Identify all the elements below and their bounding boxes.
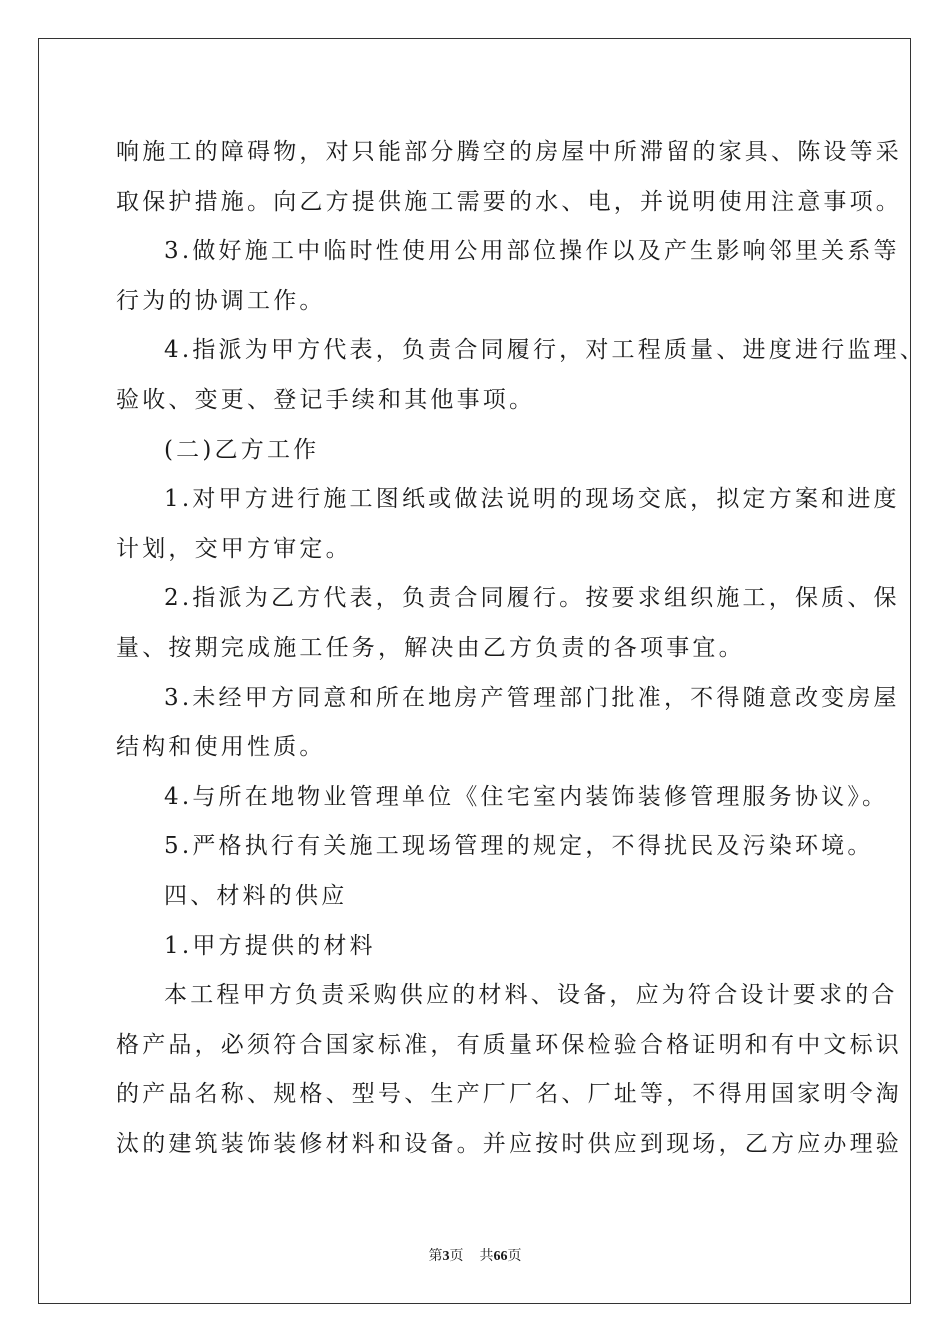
text-line: 验收、变更、登记手续和其他事项。 [116,386,536,413]
text-line: 的产品名称、规格、型号、生产厂厂名、厂址等，不得用国家明令淘 [116,1081,902,1108]
total-suffix: 页 [507,1249,522,1264]
text-line: 量、按期完成施工任务，解决由乙方负责的各项事宜。 [116,634,745,661]
text-line: 3.做好施工中临时性使用公用部位操作以及产生影响邻里关系等 [164,238,900,265]
page-number: 3 [442,1249,450,1264]
text-line: 4.与所在地物业管理单位《住宅室内装饰装修管理服务协议》。 [164,783,889,810]
text-line: 2.指派为乙方代表，负责合同履行。按要求组织施工，保质、保 [164,585,900,612]
text-line: 计划，交甲方审定。 [116,535,352,562]
text-line: 本工程甲方负责采购供应的材料、设备，应为符合设计要求的合 [164,982,898,1009]
page-footer [0,1245,950,1265]
page-suffix: 页 [449,1249,464,1264]
document-body [116,128,926,1169]
text-line: 1.对甲方进行施工图纸或做法说明的现场交底，拟定方案和进度 [164,486,900,513]
total-prefix: 共 [479,1249,494,1264]
text-line: 3.未经甲方同意和所在地房产管理部门批准，不得随意改变房屋 [164,684,900,711]
text-line: 汰的建筑装饰装修材料和设备。并应按时供应到现场，乙方应办理验 [116,1130,902,1157]
total-pages: 66 [493,1249,508,1264]
text-line: 格产品，必须符合国家标准，有质量环保检验合格证明和有中文标识 [116,1031,902,1058]
text-line: 5.严格执行有关施工现场管理的规定，不得扰民及污染环境。 [164,833,874,860]
section-heading: (二)乙方工作 [164,436,320,463]
text-line: 结构和使用性质。 [116,734,326,761]
text-line: 4.指派为甲方代表，负责合同履行，对工程质量、进度进行监理、 [164,337,926,364]
text-line: 取保护措施。向乙方提供施工需要的水、电，并说明使用注意事项。 [116,188,902,215]
section-heading: 四、材料的供应 [164,882,348,909]
page-prefix: 第 [428,1249,443,1264]
text-line: 响施工的障碍物，对只能部分腾空的房屋中所滞留的家具、陈设等采 [116,139,902,165]
subsection-heading: 1.甲方提供的材料 [164,932,376,959]
text-line: 行为的协调工作。 [116,287,326,314]
